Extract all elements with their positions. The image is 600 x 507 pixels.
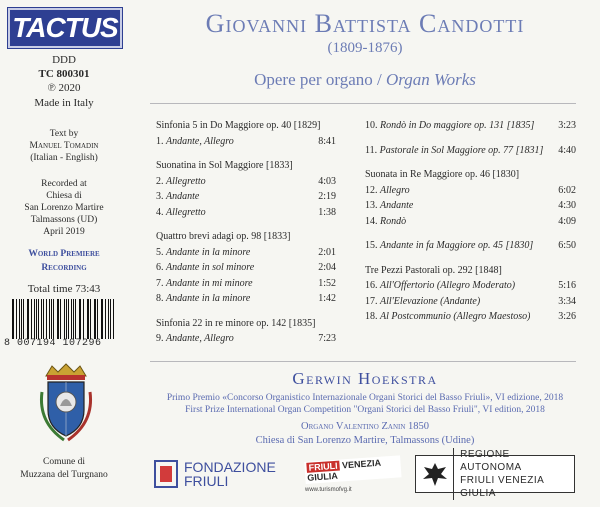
track-gap — [365, 229, 576, 238]
divider-bottom — [150, 361, 576, 362]
track-time: 2:01 — [318, 246, 336, 258]
track-gap — [365, 254, 576, 263]
track-title: 18. Al Postcommunio (Allegro Maestoso) — [365, 311, 531, 322]
track-row — [365, 294, 576, 310]
track-time: 7:23 — [318, 333, 336, 344]
premiere-line-2: Recording — [41, 263, 87, 273]
track-title: 11. Pastorale in Sol Maggiore op. 77 [1831] — [365, 144, 544, 156]
track-row — [156, 174, 336, 190]
recorded-label: Recorded at — [41, 179, 87, 189]
track-time: 6:50 — [558, 240, 576, 251]
track-row — [365, 309, 576, 325]
track-row — [365, 238, 576, 254]
text-languages: (Italian - English) — [30, 153, 98, 163]
divider-top — [150, 103, 576, 104]
track-time: 3:23 — [558, 120, 576, 131]
phonogram-icon: ℗ — [47, 82, 56, 94]
composer-years: (1809-1876) — [327, 40, 403, 56]
track-title: 1. Andante, Allegro — [156, 135, 234, 147]
track-gap — [365, 134, 576, 143]
track-title: 5. Andante in la minore — [156, 246, 251, 258]
prize-italian: Primo Premio «Concorso Organistico Internazionale Organi Storici del Basso Friuli», VI edizione, 2018 — [166, 393, 564, 403]
track-title: 13. Andante — [365, 200, 414, 211]
track-title: 6. Andante in sol minore — [156, 262, 255, 273]
work-heading: Suonata in Re Maggiore op. 46 [1830] — [365, 169, 520, 180]
fvg-tourism-logo: FRIULI VENEZIA GIULIA www.turismofvg.it — [305, 462, 401, 496]
track-time: 2:19 — [318, 191, 336, 202]
track-row — [365, 214, 576, 230]
tactus-logo: TACTUS — [8, 8, 122, 48]
fondazione-friuli-logo: FONDAZIONE FRIULI — [154, 457, 282, 491]
prize-english: First Prize International Organ Competition "Organi Storici del Basso Friuli", VI edition, 2018 — [185, 405, 545, 415]
track-time: 4:03 — [318, 175, 336, 187]
text-by-label: Text by — [49, 129, 79, 139]
track-row — [156, 189, 336, 205]
performer-name: Gerwin Hoekstra — [292, 369, 438, 388]
track-list-left — [156, 118, 336, 347]
track-row — [156, 260, 336, 276]
track-row — [156, 134, 336, 150]
track-gap — [156, 149, 336, 158]
track-row — [156, 245, 336, 261]
composer-name: Giovanni Battista Candotti — [205, 9, 525, 38]
track-time: 4:09 — [558, 215, 576, 227]
track-title: 8. Andante in la minore — [156, 293, 251, 304]
track-row — [156, 291, 336, 307]
premiere-line-1: World Premiere — [28, 249, 100, 259]
copyright-line: ℗ 2020 — [47, 82, 81, 94]
track-title: 16. All'Offertorio (Allegro Moderato) — [365, 280, 516, 291]
church-name: Chiesa di San Lorenzo Martire, Talmassons (Udine) — [255, 435, 475, 446]
track-title: 17. All'Elevazione (Andante) — [365, 295, 481, 307]
track-time: 3:26 — [558, 311, 576, 322]
track-time: 8:41 — [318, 135, 336, 147]
coat-of-arms-icon — [36, 362, 96, 444]
track-row — [156, 276, 336, 292]
fondazione-mark-icon — [154, 460, 178, 488]
track-row — [156, 331, 336, 347]
eagle-icon — [416, 456, 453, 492]
venue-line-3: Talmassons (UD) — [30, 215, 98, 225]
track-title: 15. Andante in fa Maggiore op. 45 [1830] — [365, 240, 534, 251]
track-time: 5:16 — [558, 280, 576, 291]
track-title: 2. Allegretto — [156, 175, 206, 187]
regione-fvg-logo: REGIONE AUTONOMA FRIULI VENEZIA GIULIA — [415, 455, 575, 493]
barcode — [12, 299, 116, 339]
made-in: Made in Italy — [34, 97, 94, 109]
total-time: Total time 73:43 — [27, 283, 101, 295]
track-gap — [156, 307, 336, 316]
track-row — [365, 183, 576, 199]
track-row — [365, 143, 576, 159]
venue-line-2: San Lorenzo Martire — [24, 203, 104, 213]
comune-line-2: Muzzana del Turgnano — [20, 470, 108, 480]
track-time: 6:02 — [558, 184, 576, 196]
track-time: 3:34 — [558, 295, 576, 307]
text-author: Manuel Tomadin — [29, 141, 99, 151]
track-title: 3. Andante — [156, 191, 200, 202]
track-row — [156, 205, 336, 221]
track-title: 14. Rondò — [365, 215, 407, 227]
track-time: 1:42 — [318, 293, 336, 304]
track-title: 7. Andante in mi minore — [156, 277, 253, 289]
track-gap — [365, 158, 576, 167]
track-time: 4:30 — [558, 200, 576, 211]
barcode-number: 8 007194 107296 — [4, 338, 102, 349]
format-label: DDD — [52, 54, 76, 66]
track-row — [365, 278, 576, 294]
track-time: 1:52 — [318, 277, 336, 289]
comune-line-1: Comune di — [43, 457, 85, 467]
track-row — [365, 198, 576, 214]
track-row — [365, 118, 576, 134]
album-subtitle: Opere per organo / Organ Works — [254, 70, 476, 89]
track-list-right — [365, 118, 576, 325]
track-time: 4:40 — [558, 144, 576, 156]
track-time: 2:04 — [318, 262, 336, 273]
track-title: 4. Allegretto — [156, 206, 206, 218]
work-heading: Sinfonia 22 in re minore op. 142 [1835] — [156, 317, 316, 329]
work-heading: Quattro brevi adagi op. 98 [1833] — [156, 231, 291, 242]
catalog-number: TC 800301 — [38, 68, 90, 80]
work-heading: Suonatina in Sol Maggiore [1833] — [156, 160, 293, 171]
track-title: 9. Andante, Allegro — [156, 333, 234, 344]
track-gap — [156, 220, 336, 229]
work-heading: Tre Pezzi Pastorali op. 292 [1848] — [365, 264, 502, 276]
work-heading: Sinfonia 5 in Do Maggiore op. 40 [1829] — [156, 120, 321, 131]
track-title: 10. Rondò in Do maggiore op. 131 [1835] — [365, 120, 535, 131]
venue-line-1: Chiesa di — [46, 191, 82, 201]
track-time: 1:38 — [318, 206, 336, 218]
track-title: 12. Allegro — [365, 184, 410, 196]
organ-name: Organo Valentino Zanin 1850 — [300, 421, 430, 432]
recorded-date: April 2019 — [43, 227, 85, 237]
